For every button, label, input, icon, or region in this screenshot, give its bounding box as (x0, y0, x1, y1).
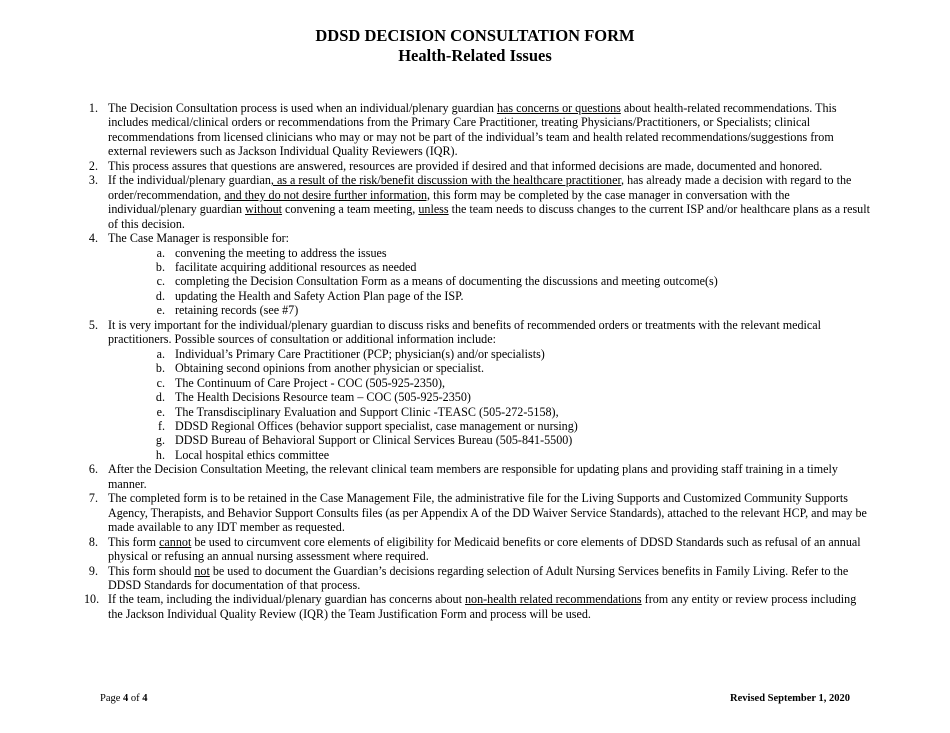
sub-item-letter: e. (156, 303, 165, 318)
item-text: If the individual/plenary guardian (108, 173, 271, 188)
sub-list (108, 347, 874, 463)
list-item-8 (84, 535, 874, 564)
item-text: This process assures that questions are answered, resources are provided if desired and that informed decisions are made, documented and honored. (108, 158, 823, 173)
item-text: If the team, including the individual/plenary guardian has concerns about (108, 592, 465, 607)
item-text: The Decision Consultation process is used when an individual/plenary guardian (108, 101, 497, 115)
underlined-text: not (194, 563, 210, 578)
underlined-text: , as a result of the risk/benefit discussion with the healthcare practitioner (270, 173, 622, 188)
item-text: This form (108, 534, 160, 549)
revision-date: Revised September 1, 2020 (730, 693, 850, 704)
sub-item-text: The Health Decisions Resource team – COC (505-925-2350) (175, 390, 471, 405)
sub-item-letter: a. (156, 346, 165, 361)
list-item-4 (84, 231, 874, 318)
sub-item (153, 405, 874, 419)
list-item-2 (84, 159, 874, 173)
item-text: , has already made a decision with regard to the order/recommendation, (108, 173, 852, 202)
sub-item-text: The Transdisciplinary Evaluation and Support Clinic -TEASC (505-272-5158), (175, 404, 559, 419)
sub-item (153, 433, 874, 447)
item-text: this form may be completed by the case manager in conversation with the individual/plenary guardian (108, 187, 790, 217)
sub-item-letter: b. (155, 361, 165, 376)
sub-item-letter: d. (155, 390, 165, 405)
sub-item (153, 361, 874, 375)
item-text: the team needs to discuss changes to the current ISP and/or healthcare plans as a result of this decision. (108, 202, 870, 231)
sub-list (108, 246, 874, 318)
list-item-10 (84, 592, 874, 621)
sub-item-text: completing the Decision Consultation Form as a means of documenting the discussions and meeting outcome(s) (175, 274, 718, 289)
sub-item-letter: d. (155, 288, 165, 303)
item-text: After the Decision Consultation Meeting, the relevant clinical team members are responsible for updating plans and providing staff training in a timely manner. (108, 462, 838, 491)
list-item-7 (84, 491, 874, 534)
sub-item-letter: f. (157, 418, 165, 433)
item-text: This form should (108, 563, 195, 578)
sub-item-text: Obtaining second opinions from another physician or specialist. (175, 361, 484, 376)
sub-item-letter: e. (156, 404, 165, 419)
underlined-text: non-health related recommendations (465, 592, 642, 607)
item-number: 1. (88, 101, 98, 115)
item-number: 3. (88, 173, 98, 188)
list-item-9 (84, 564, 874, 593)
sub-item (153, 274, 874, 288)
sub-item (153, 376, 874, 390)
underlined-text: unless (418, 202, 449, 217)
item-text: The completed form is to be retained in the Case Management File, the administrative file for the Living Supports and Customized Community Supports Agency, Therapists, and Behavior Support Consults files (as per Appendix A of the DD Waiver Service Standards), attached to the relevant HCP, and may be made available to any IDT member as requested. (108, 491, 867, 535)
sub-item (153, 289, 874, 303)
item-text: It is very important for the individual/plenary guardian to discuss risks and benefits of recommended orders or treatments with the relevant medical practitioners. Possible sources of consultation or additional information include: (108, 317, 821, 347)
item-number: 8. (88, 534, 98, 549)
sub-item-text: DDSD Bureau of Behavioral Support or Clinical Services Bureau (505-841-5500) (175, 433, 573, 448)
item-number: 7. (88, 491, 98, 506)
sub-item (153, 260, 874, 274)
item-number: 4. (88, 231, 98, 246)
item-number: 5. (88, 317, 98, 332)
sub-item (153, 448, 874, 462)
sub-item-letter: a. (156, 245, 165, 260)
sub-item-letter: c. (156, 375, 165, 390)
sub-item-text: retaining records (see #7) (175, 303, 299, 318)
list-item-3 (84, 173, 874, 231)
sub-item (153, 347, 874, 361)
title-line-1: DDSD DECISION CONSULTATION FORM (315, 26, 635, 45)
page-total: 4 (142, 693, 148, 704)
sub-item-letter: g. (155, 433, 165, 448)
item-text: convening a team meeting, (282, 202, 419, 217)
sub-item-text: The Continuum of Care Project - COC (505-925-2350), (175, 375, 446, 390)
underlined-text: has concerns or questions (496, 101, 621, 115)
page-prefix: Page (100, 693, 124, 704)
list-item-6 (84, 462, 874, 491)
sub-item-text: DDSD Regional Offices (behavior support specialist, case management or nursing) (175, 418, 578, 433)
item-number: 9. (88, 563, 98, 578)
sub-item (153, 303, 874, 317)
sub-item-text: facilitate acquiring additional resources as needed (175, 259, 417, 274)
sub-item (153, 390, 874, 404)
sub-item-text: Individual’s Primary Care Practitioner (PCP; physician(s) and/or specialists) (175, 346, 545, 361)
list-item-1 (84, 101, 874, 159)
item-text: from any entity or review process including the Jackson Individual Quality Review (IQR) the Team Justification Form and process will be used. (108, 592, 857, 621)
sub-item (153, 419, 874, 433)
sub-item-text: updating the Health and Safety Action Plan page of the ISP. (175, 288, 464, 303)
sub-item-text: convening the meeting to address the issues (175, 245, 387, 260)
sub-item-letter: c. (156, 274, 165, 289)
item-number: 6. (88, 462, 98, 477)
sub-item-letter: h. (155, 447, 165, 462)
page-title (0, 26, 950, 65)
item-text: about health-related recommendations. This includes medical/clinical orders or recommendations from the Primary Care Practitioner, treating Physicians/Practitioners, or Specialists; clinical recommendations from licensed clinicians who may or may not be part of the individual’s team and health related recommendations/suggestions from external reviewers such as Jackson Individual Quality Reviewers (IQR). (108, 101, 837, 159)
underlined-text: and they do not desire further information, (224, 187, 431, 202)
instructions-list (84, 101, 874, 621)
item-number: 2. (88, 158, 98, 173)
item-text: The Case Manager is responsible for: (108, 231, 290, 246)
title-line-2: Health-Related Issues (398, 45, 552, 65)
page-of: of (128, 693, 143, 704)
list-item-5 (84, 318, 874, 463)
item-text: be used to circumvent core elements of eligibility for Medicaid benefits or core elements of DDSD Standards such as refusal of an annual physical or refusing an annual nursing assessment where required. (108, 534, 861, 564)
underlined-text: cannot (159, 534, 192, 549)
underlined-text: without (245, 202, 282, 217)
sub-item-letter: b. (155, 259, 165, 274)
page-number (100, 692, 148, 706)
item-text: be used to document the Guardian’s decisions regarding selection of Adult Nursing Services benefits in Family Living. Refer to the DDSD Standards for documentation of that process. (108, 563, 849, 592)
page-current: 4 (123, 693, 129, 704)
sub-item-text: Local hospital ethics committee (175, 447, 330, 462)
item-number: 10. (84, 592, 100, 607)
sub-item (153, 246, 874, 260)
